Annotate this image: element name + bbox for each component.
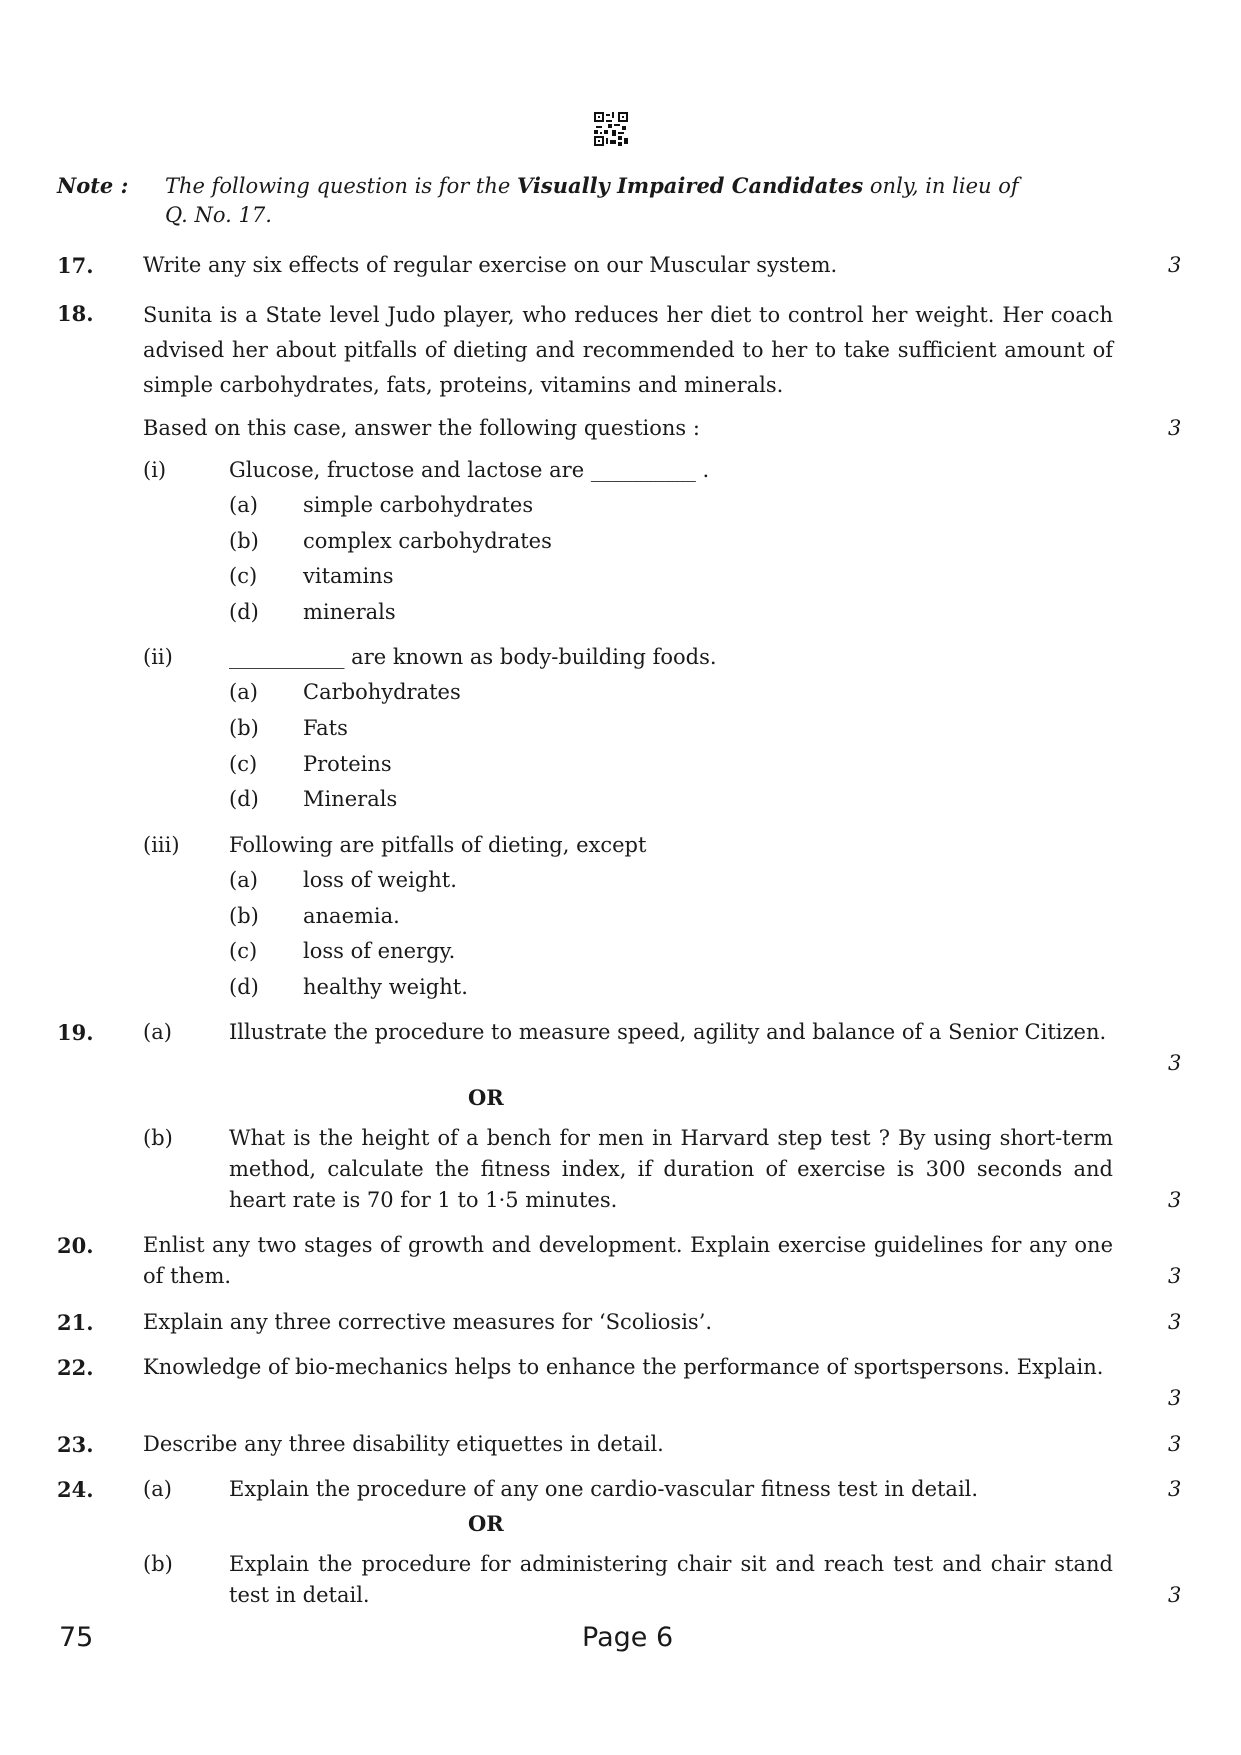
option-label: (a)	[229, 493, 258, 517]
question-marks: 3	[1168, 1583, 1182, 1607]
sub-question-label: (iii)	[143, 833, 180, 857]
case-passage: Sunita is a State level Judo player, who reduces her diet to control her weight. Her coach advised her about pitfalls of dieting and recommended to her to take sufficient amount of simple carbohydrates, fats, proteins, vitamins and minerals.	[143, 303, 1113, 397]
question-text: What is the height of a bench for men in Harvard step test ? By using short-term method, calculate the fitness index, if duration of exercise is 300 seconds and heart rate is 70 for 1 to 1·5 minutes.	[229, 1126, 1113, 1212]
choice-label: (b)	[143, 1126, 173, 1150]
question-text: Describe any three disability etiquettes in detail.	[143, 1432, 664, 1456]
question-text: Explain the procedure of any one cardio-vascular fitness test in detail.	[229, 1477, 979, 1501]
option-label: (a)	[229, 868, 258, 892]
option-text: healthy weight.	[303, 975, 468, 999]
option-label: (b)	[229, 716, 259, 740]
option-label: (d)	[229, 975, 259, 999]
note-label: Note :	[57, 173, 129, 198]
paper-code: 75	[59, 1622, 94, 1653]
question-text: Knowledge of bio-mechanics helps to enhance the performance of sportspersons. Explain.	[143, 1355, 1104, 1379]
option-text: Proteins	[303, 752, 392, 776]
page-number: Page 6	[582, 1622, 674, 1653]
option-text: Minerals	[303, 787, 398, 811]
question-marks: 3	[1168, 1051, 1182, 1075]
note-text	[165, 170, 1113, 202]
option-label: (d)	[229, 787, 259, 811]
choice-label: (b)	[143, 1552, 173, 1576]
option-label: (c)	[229, 564, 258, 588]
note-text-part: only, in lieu of	[863, 174, 1019, 198]
option-text: simple carbohydrates	[303, 493, 534, 517]
option-text: loss of energy.	[303, 939, 456, 963]
question-marks: 3	[1168, 1188, 1182, 1212]
question-text: Write any six effects of regular exercise on our Muscular system.	[143, 253, 838, 277]
option-label: (b)	[229, 529, 259, 553]
case-instruction: Based on this case, answer the following questions :	[143, 416, 700, 440]
question-text: Explain the procedure for administering chair sit and reach test and chair stand test in detail.	[229, 1552, 1113, 1607]
qr-code-icon	[594, 112, 628, 146]
question-number: 20.	[57, 1233, 94, 1258]
option-text: minerals	[303, 600, 396, 624]
option-text: loss of weight.	[303, 868, 457, 892]
option-label: (b)	[229, 904, 259, 928]
note-text-line2: Q. No. 17.	[165, 203, 272, 227]
option-text: Fats	[303, 716, 348, 740]
option-label: (a)	[229, 680, 258, 704]
question-marks: 3	[1168, 416, 1182, 440]
sub-question-label: (ii)	[143, 645, 173, 669]
sub-question-stem: Following are pitfalls of dieting, except	[229, 833, 647, 857]
choice-label: (a)	[143, 1020, 172, 1044]
option-text: complex carbohydrates	[303, 529, 552, 553]
sub-question-stem: ___________ are known as body-building foods.	[229, 645, 717, 669]
question-number: 18.	[57, 301, 94, 326]
option-text: vitamins	[303, 564, 394, 588]
question-marks: 3	[1168, 1432, 1182, 1456]
or-separator: OR	[468, 1085, 504, 1110]
question-text: Explain any three corrective measures for ‘Scoliosis’.	[143, 1310, 713, 1334]
question-number: 17.	[57, 253, 94, 278]
question-number: 24.	[57, 1477, 94, 1502]
question-text: Enlist any two stages of growth and development. Explain exercise guidelines for any one of them.	[143, 1233, 1113, 1288]
option-label: (d)	[229, 600, 259, 624]
question-text: Illustrate the procedure to measure speed, agility and balance of a Senior Citizen.	[229, 1020, 1107, 1044]
question-marks: 3	[1168, 1264, 1182, 1288]
option-text: anaemia.	[303, 904, 400, 928]
question-marks: 3	[1168, 253, 1182, 277]
note-text-part: The following question is for the	[165, 174, 517, 198]
question-marks: 3	[1168, 1386, 1182, 1410]
option-text: Carbohydrates	[303, 680, 461, 704]
sub-question-stem: Glucose, fructose and lactose are __________ .	[229, 458, 710, 482]
question-number: 23.	[57, 1432, 94, 1457]
sub-question-label: (i)	[143, 458, 167, 482]
option-label: (c)	[229, 752, 258, 776]
option-label: (c)	[229, 939, 258, 963]
question-number: 19.	[57, 1020, 94, 1045]
question-number: 22.	[57, 1355, 94, 1380]
question-marks: 3	[1168, 1310, 1182, 1334]
note-emphasis: Visually Impaired Candidates	[517, 173, 864, 198]
choice-label: (a)	[143, 1477, 172, 1501]
or-separator: OR	[468, 1511, 504, 1536]
question-number: 21.	[57, 1310, 94, 1335]
question-marks: 3	[1168, 1477, 1182, 1501]
